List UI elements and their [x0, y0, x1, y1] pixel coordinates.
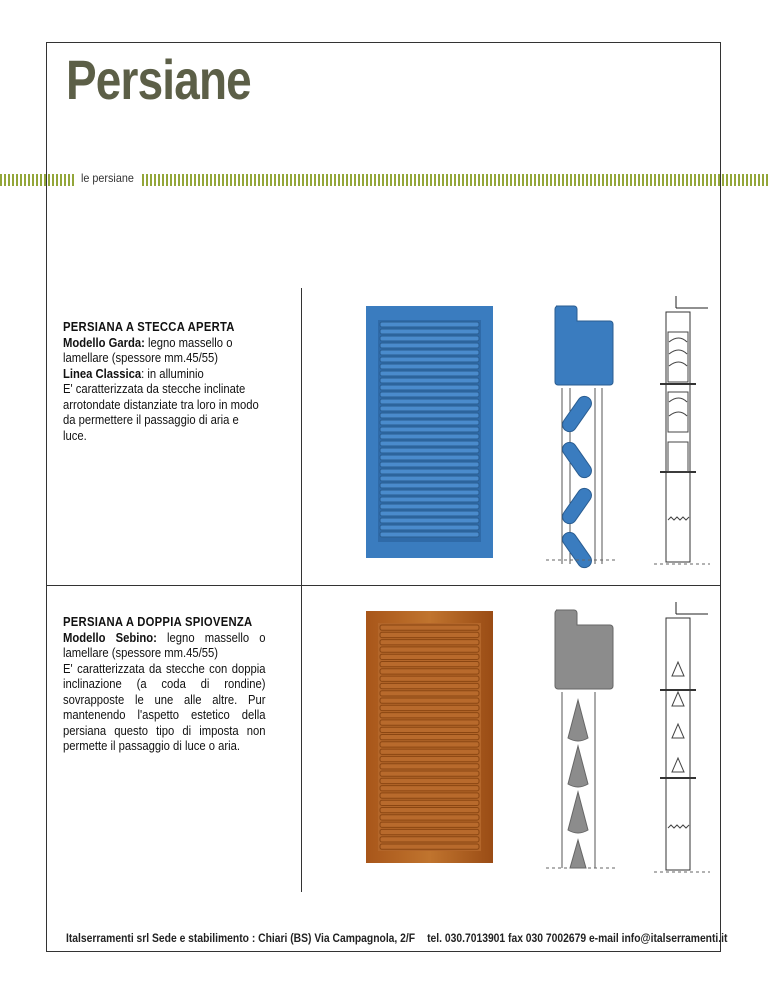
- slat: [380, 364, 479, 369]
- slat: [380, 441, 479, 446]
- slat: [380, 532, 479, 537]
- open-slat-section-icon: [540, 302, 620, 570]
- footer: [66, 931, 727, 945]
- slat: [380, 469, 479, 474]
- decorative-rule-left: [0, 174, 74, 186]
- slat: [380, 837, 479, 842]
- slat: [380, 322, 479, 327]
- slat: [380, 525, 479, 530]
- model-label: Modello Garda:: [63, 335, 145, 350]
- slat: [380, 448, 479, 453]
- slat: [380, 829, 479, 834]
- product-description-1: [63, 320, 266, 444]
- blue-shutter-image: [366, 306, 493, 558]
- slat: [380, 800, 479, 805]
- slat: [380, 632, 479, 637]
- page-title: Persiane: [66, 48, 251, 111]
- slat: [380, 434, 479, 439]
- slat: [380, 490, 479, 495]
- slat: [380, 455, 479, 460]
- model-text: legno massello o lamellare (spessore mm.45/55): [63, 630, 266, 660]
- column-divider-bottom: [301, 586, 302, 892]
- slat: [380, 350, 479, 355]
- slat: [380, 504, 479, 509]
- slat: [380, 420, 479, 425]
- slat: [380, 764, 479, 769]
- slat: [380, 756, 479, 761]
- slat: [380, 371, 479, 376]
- slat: [380, 822, 479, 827]
- slat: [380, 705, 479, 710]
- model-text: legno massello o lamellare (spessore mm.45/55): [63, 335, 233, 365]
- slat: [380, 462, 479, 467]
- model-label: Modello Sebino:: [63, 630, 157, 645]
- footer-contacts: tel. 030.7013901 fax 030 7002679 e-mail info@italserramenti.it: [427, 931, 728, 945]
- slat: [380, 735, 479, 740]
- decorative-rule-right: [142, 174, 768, 186]
- double-slope-profile-drawing-icon: [648, 598, 712, 880]
- product-description-2: [63, 615, 266, 755]
- slat: [380, 385, 479, 390]
- slat: [380, 625, 479, 630]
- slat: [380, 771, 479, 776]
- row-divider: [46, 585, 721, 586]
- slat: [380, 640, 479, 645]
- column-divider-top: [301, 288, 302, 585]
- slat: [380, 808, 479, 813]
- description-text: E' caratterizzata da stecche inclinate arrotondate distanziate tra loro in modo da permettere il passaggio di aria e luce.: [63, 382, 259, 443]
- slat: [380, 497, 479, 502]
- product-heading: PERSIANA A STECCA APERTA: [63, 320, 235, 334]
- slat: [380, 742, 479, 747]
- slat: [380, 844, 479, 849]
- product-heading: PERSIANA A DOPPIA SPIOVENZA: [63, 615, 253, 629]
- slat: [380, 427, 479, 432]
- slat: [380, 399, 479, 404]
- double-slope-section-icon: [540, 606, 620, 874]
- slat: [380, 406, 479, 411]
- slat: [380, 483, 479, 488]
- slat: [380, 669, 479, 674]
- slat: [380, 392, 479, 397]
- line-text: : in alluminio: [141, 366, 204, 381]
- slat: [380, 357, 479, 362]
- slat: [380, 698, 479, 703]
- slat: [380, 749, 479, 754]
- slat: [380, 654, 479, 659]
- slat: [380, 518, 479, 523]
- description-text: E' caratterizzata da stecche con doppia inclinazione (a coda di rondine) sovrapposte le une alle altre. Pur mantenendo l'aspetto estetico della persiana questo tipo di imposta non permette il passaggio di luce o aria.: [63, 661, 266, 753]
- slat: [380, 727, 479, 732]
- slat: [380, 676, 479, 681]
- slat: [380, 476, 479, 481]
- slat: [380, 413, 479, 418]
- slat: [380, 329, 479, 334]
- slat: [380, 378, 479, 383]
- slat: [380, 662, 479, 667]
- slat: [380, 683, 479, 688]
- slat: [380, 778, 479, 783]
- slat: [380, 720, 479, 725]
- slat: [380, 511, 479, 516]
- slat: [380, 691, 479, 696]
- section-label: le persiane: [81, 171, 134, 185]
- slat: [380, 343, 479, 348]
- slat: [380, 713, 479, 718]
- slat: [380, 786, 479, 791]
- slat: [380, 815, 479, 820]
- open-slat-profile-drawing-icon: [648, 292, 712, 572]
- footer-company: Italserramenti srl Sede e stabilimento : Chiari (BS) Via Campagnola, 2/F: [66, 931, 416, 945]
- line-label: Linea Classica: [63, 366, 142, 381]
- wood-shutter-image: [366, 611, 493, 863]
- slat: [380, 647, 479, 652]
- slat: [380, 336, 479, 341]
- slat: [380, 793, 479, 798]
